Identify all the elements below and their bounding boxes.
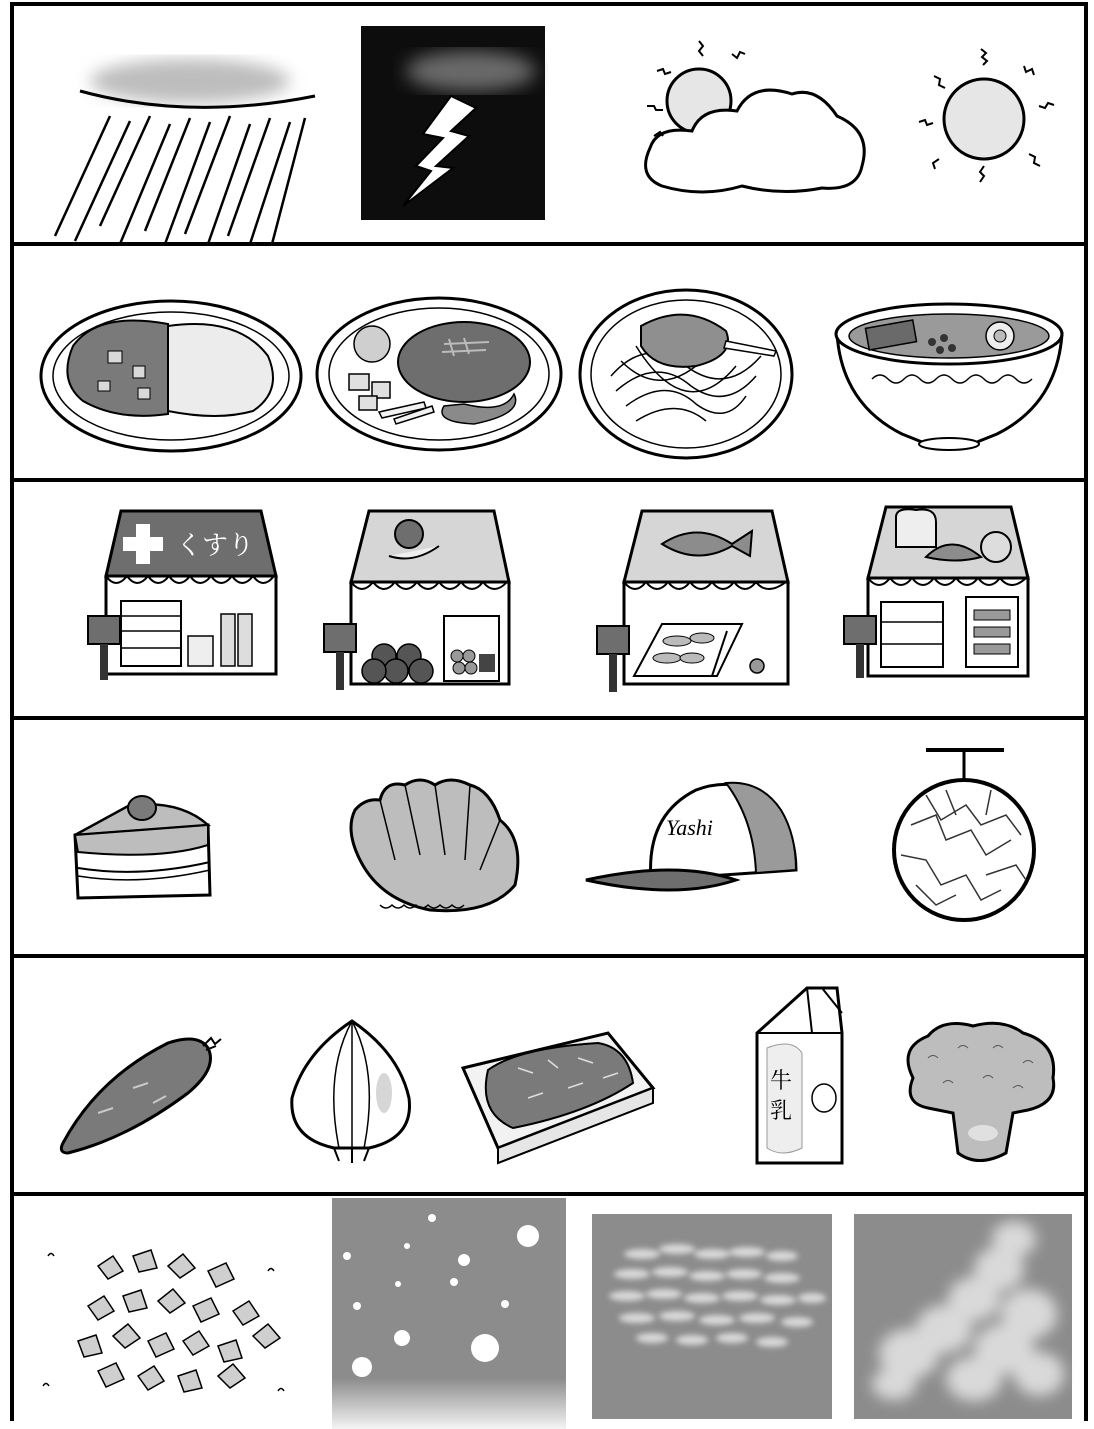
worksheet [10,2,1088,1421]
carrot-icon [58,1028,228,1158]
ramen-icon [832,294,1067,454]
minced-meat-pack-icon [458,1028,658,1168]
cauliflower-icon [898,1018,1063,1168]
melon-icon [886,745,1046,925]
summer-clouds-icon [854,1214,1072,1419]
fish-shop-icon [592,506,792,696]
pharmacy-sign-text: くすり [176,531,255,561]
onion-icon [284,1013,419,1163]
hamburger-steak-icon [314,294,564,454]
row-dishes [14,242,1084,478]
baseball-glove-icon [340,770,525,920]
milk-label-bottom: 乳 [770,1099,793,1124]
spaghetti-icon [576,286,796,461]
mackerel-sky-icon [592,1214,832,1419]
row-groceries [14,954,1084,1192]
rain-icon [50,46,320,246]
row-items [14,716,1084,954]
curry-rice-icon [38,296,304,456]
bakery-shop-icon [836,502,1036,687]
partly-cloudy-icon [632,36,872,196]
row-seasons [14,1192,1084,1425]
pharmacy-shop-icon [76,506,276,686]
milk-label-top: 牛 [770,1069,793,1094]
milk-carton-icon [752,983,852,1168]
thunderstorm-icon [361,26,545,220]
baseball-cap-icon [586,775,806,900]
cake-icon [70,790,210,910]
row-weather [14,6,1084,242]
fallen-leaves-icon [38,1226,296,1406]
row-shops [14,478,1084,716]
snow-icon [332,1198,566,1429]
cap-logo-text: Yashi [666,815,713,840]
sunny-icon [909,44,1059,194]
fruit-shop-icon [319,506,519,696]
